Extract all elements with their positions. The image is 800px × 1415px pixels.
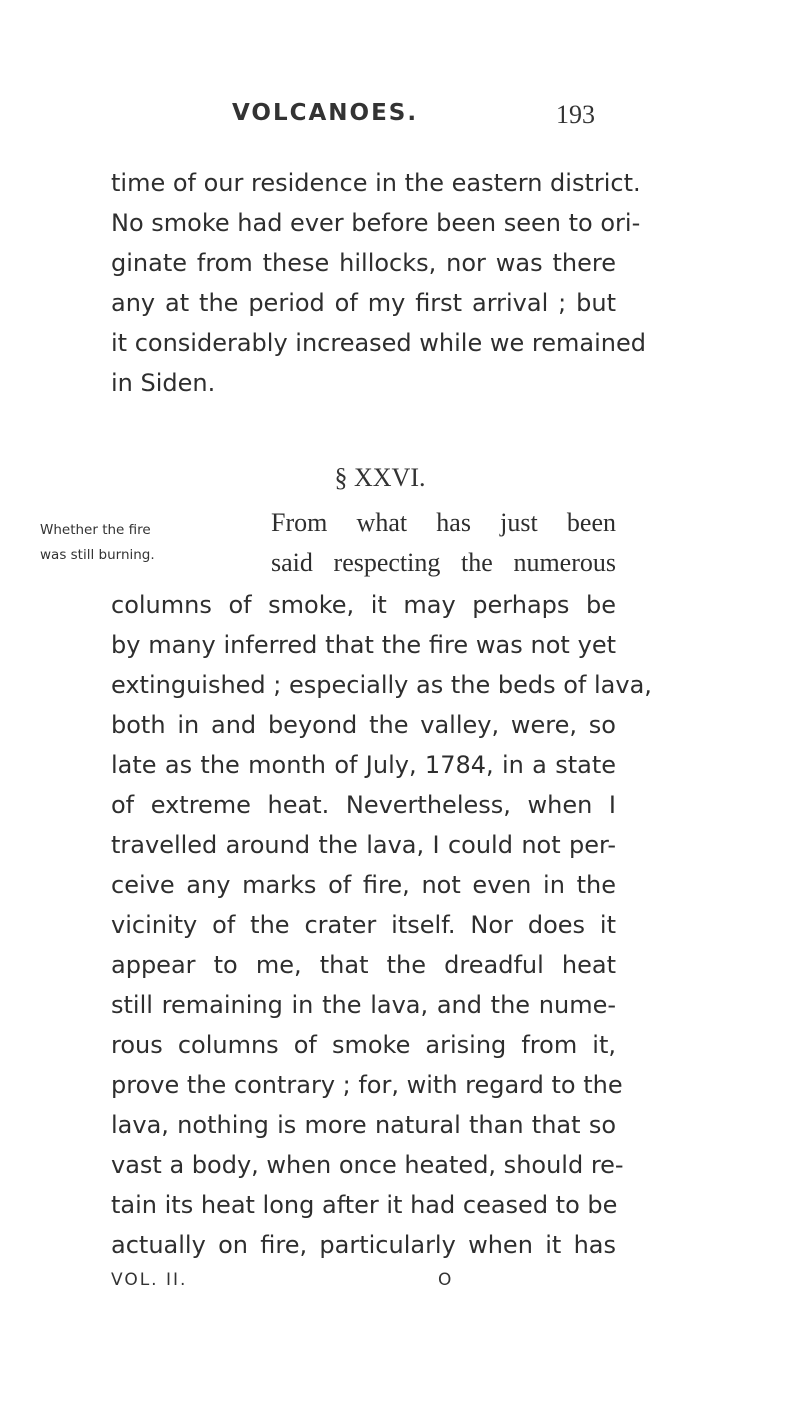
text-line: lava, nothing is more natural than that so [111,1111,616,1139]
margin-note-line: was still burning. [40,547,155,563]
margin-note-line: Whether the fire [40,522,151,538]
text-line: ginate from these hillocks, nor was there [111,249,616,277]
text-line: travelled around the lava, I could not per- [111,831,616,859]
text-line: columns of smoke, it may perhaps be [111,591,616,619]
text-line: both in and beyond the valley, were, so [111,711,616,739]
text-line: extinguished ; especially as the beds of lava, [111,671,652,699]
text-line: No smoke had ever before been seen to ori- [111,209,641,237]
text-line: tain its heat long after it had ceased to be [111,1191,618,1219]
text-line: appear to me, that the dreadful heat [111,951,616,979]
running-title: VOLCANOES. [232,100,419,126]
text-line: rous columns of smoke arising from it, [111,1031,616,1059]
text-line: in Siden. [111,369,216,397]
text-line: of extreme heat. Nevertheless, when I [111,791,616,819]
text-line: late as the month of July, 1784, in a state [111,751,616,779]
text-line: vast a body, when once heated, should re- [111,1151,624,1179]
text-line: From what has just been [271,508,616,537]
text-line: it considerably increased while we remained [111,329,646,357]
signature-volume: VOL. II. [111,1270,188,1290]
text-line: still remaining in the lava, and the nume- [111,991,616,1019]
text-line: actually on fire, particularly when it has [111,1231,616,1259]
page-number: 193 [556,100,595,129]
text-line: any at the period of my first arrival ; but [111,289,616,317]
text-line: by many inferred that the fire was not yet [111,631,616,659]
text-line: time of our residence in the eastern district. [111,169,641,197]
section-heading [0,463,800,493]
text-line: ceive any marks of fire, not even in the [111,871,616,899]
text-line: prove the contrary ; for, with regard to the [111,1071,623,1099]
text-line: vicinity of the crater itself. Nor does it [111,911,616,939]
section-heading-text: § XXVI. [334,463,426,492]
signature-mark: O [438,1270,452,1290]
text-line: said respecting the numerous [271,548,616,577]
running-head [0,100,800,140]
